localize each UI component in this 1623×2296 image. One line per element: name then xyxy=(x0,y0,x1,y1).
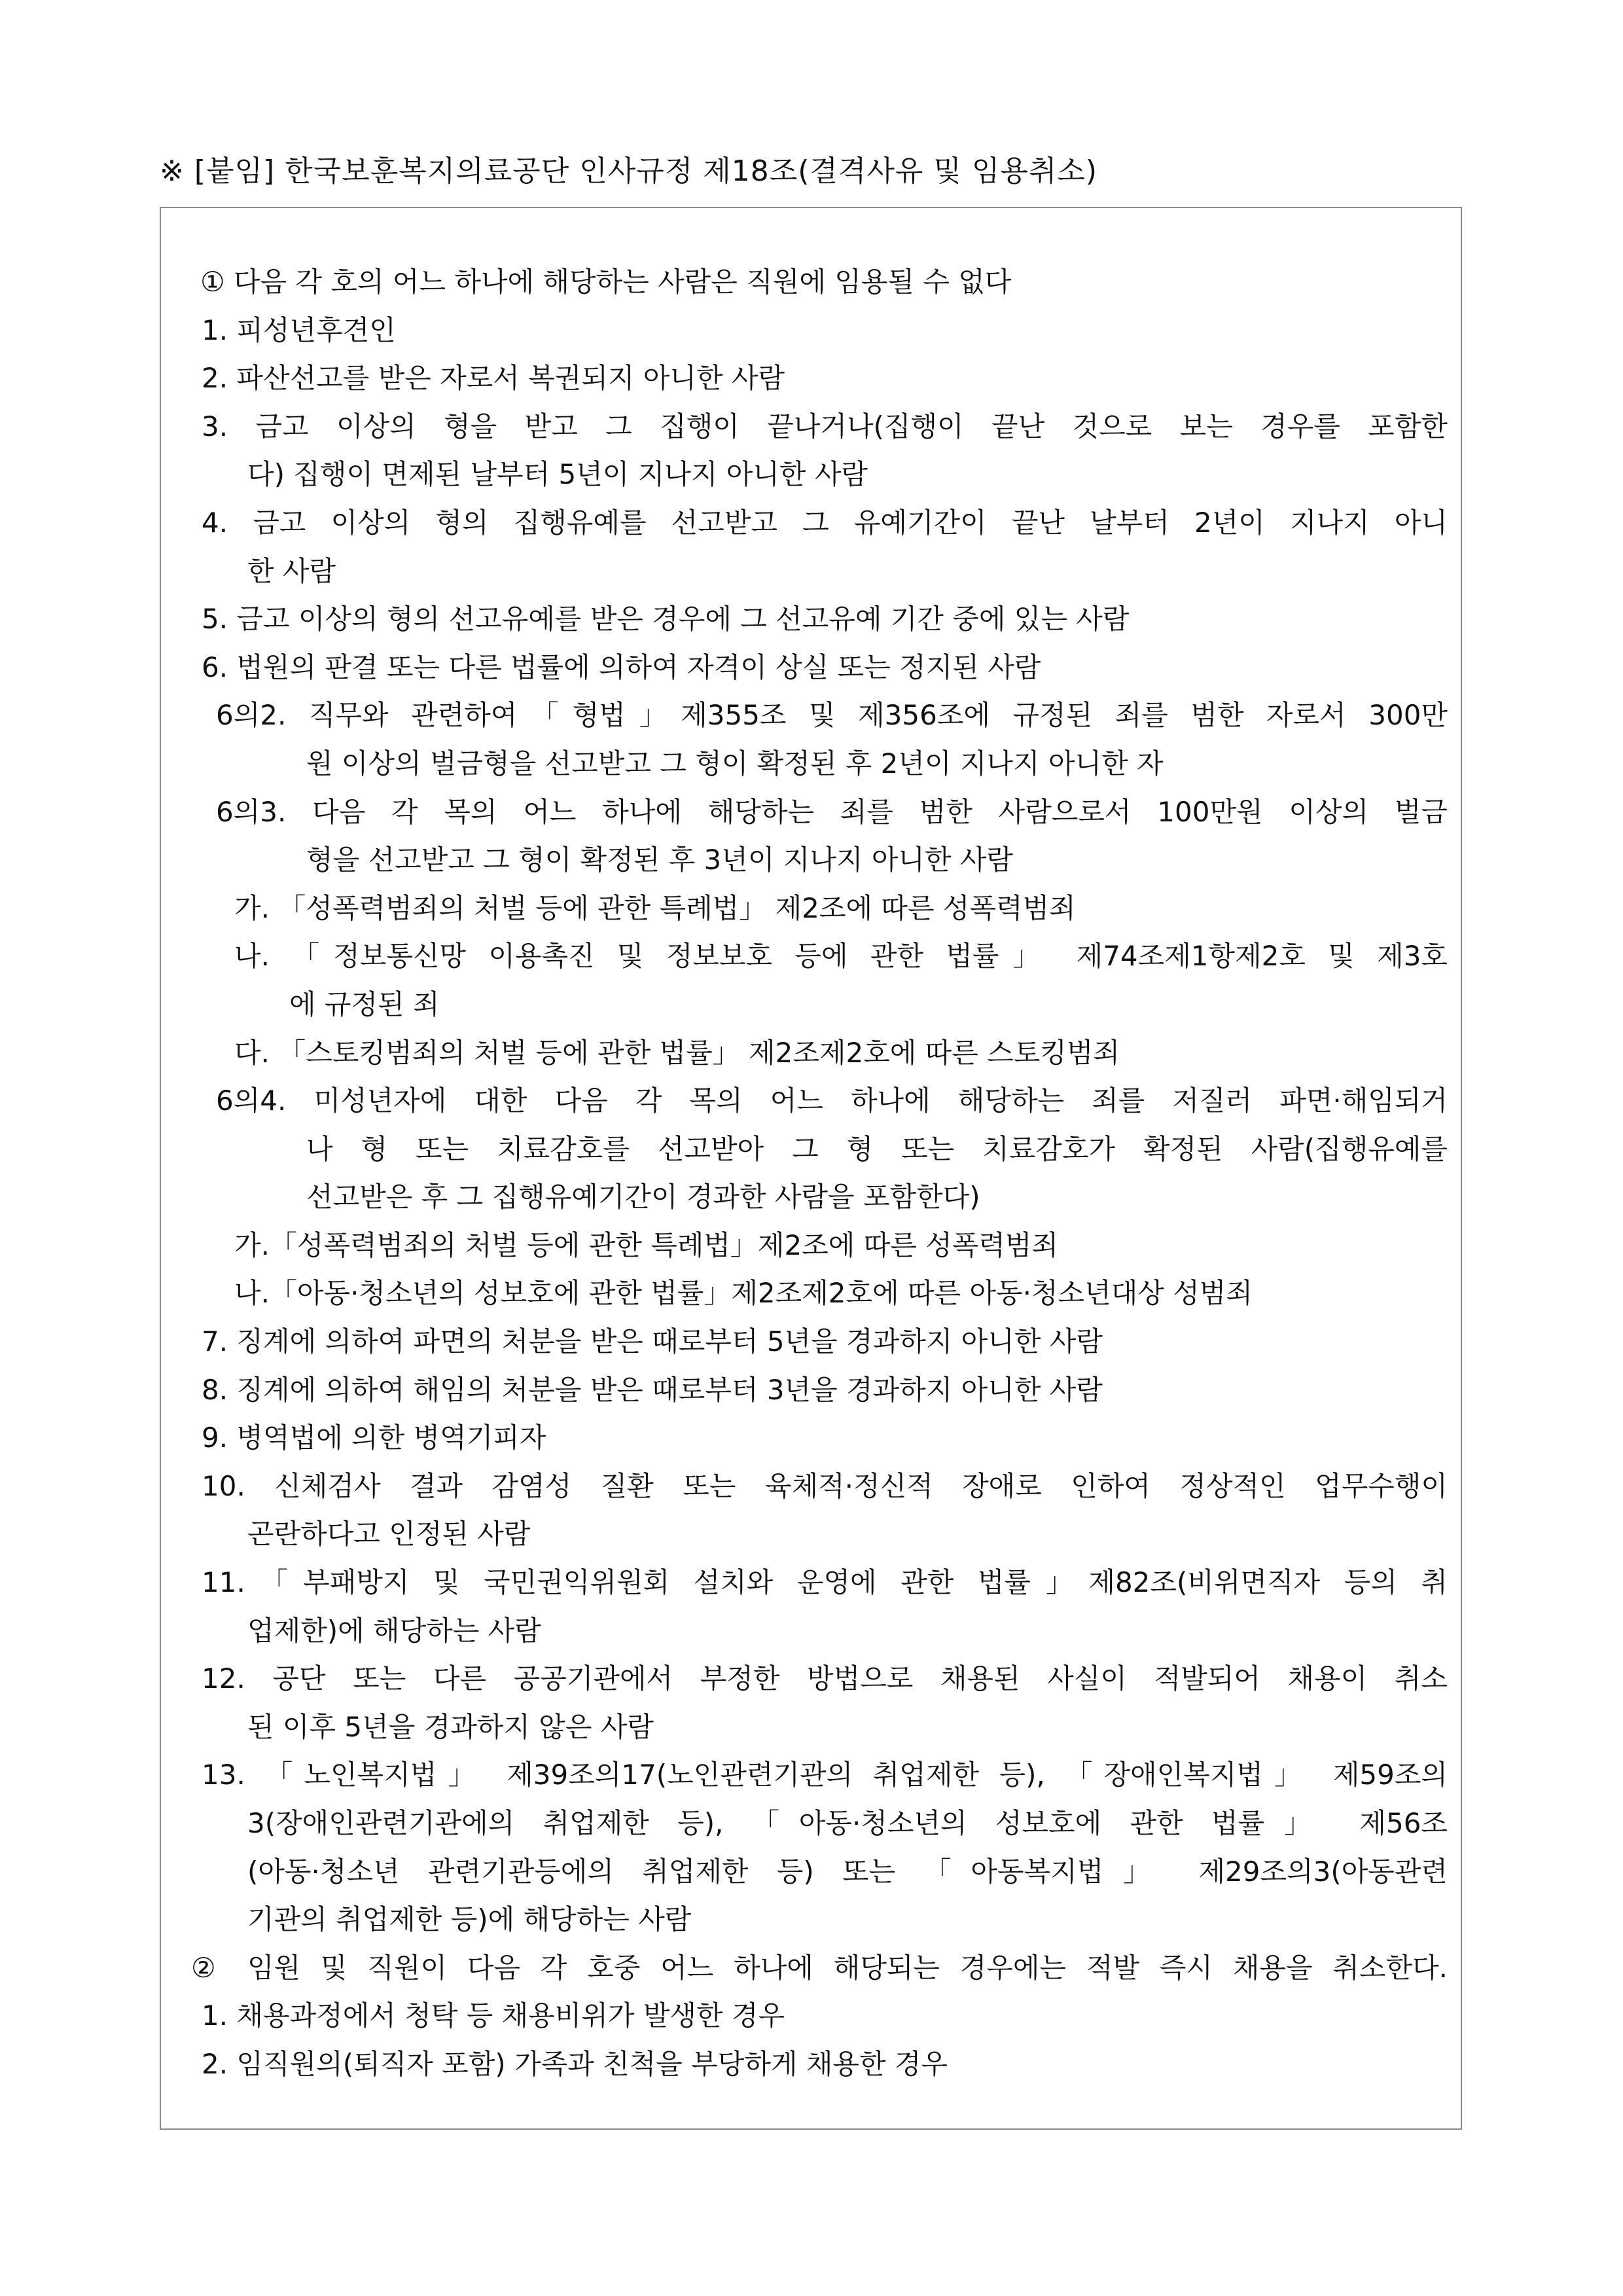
regulation-line xyxy=(161,691,1461,740)
regulation-line xyxy=(161,1655,1461,1703)
regulation-line xyxy=(161,1318,1461,1366)
regulation-line xyxy=(161,1703,1461,1751)
regulation-line-text: 2. 파산선고를 받은 자로서 복권되지 아니한 사람 xyxy=(202,362,785,395)
regulation-line-text: 8. 징계에 의하여 해임의 처분을 받은 때로부터 3년을 경과하지 아니한 사람 xyxy=(202,1373,1103,1406)
regulation-line-text: 다. 「스토킹범죄의 처벌 등에 관한 법률」 제2조제2호에 따른 스토킹범죄 xyxy=(234,1036,1120,1069)
regulation-line xyxy=(161,354,1461,403)
regulation-line-text: 1. 채용과정에서 청탁 등 채용비위가 발생한 경우 xyxy=(202,2000,785,2032)
regulation-line xyxy=(161,884,1461,933)
page-title: ※ [붙임] 한국보훈복지의료공단 인사규정 제18조(결격사유 및 임용취소) xyxy=(160,154,1098,188)
regulation-line xyxy=(161,1944,1461,1992)
regulation-line xyxy=(161,1221,1461,1270)
regulation-line xyxy=(161,1077,1461,1125)
regulation-line xyxy=(161,1029,1461,1077)
regulation-line xyxy=(161,1751,1461,1799)
regulation-line-text: 11.「부패방지 및 국민권익위원회 설치와 운영에 관한 법률」제82조(비위면직자 등의 취 xyxy=(202,1566,1448,1599)
regulation-line xyxy=(161,1510,1461,1558)
regulation-line xyxy=(161,1848,1461,1896)
regulation-line xyxy=(161,788,1461,836)
regulation-line xyxy=(161,1269,1461,1318)
regulation-line xyxy=(161,643,1461,692)
regulation-line-text: 선고받은 후 그 집행유예기간이 경과한 사람을 포함한다) xyxy=(306,1181,980,1213)
regulation-line xyxy=(161,836,1461,884)
regulation-line xyxy=(161,1125,1461,1174)
regulation-line xyxy=(161,403,1461,451)
regulation-line-text: (아동·청소년 관련기관등에의 취업제한 등) 또는 「아동복지법」 제29조의3(아동관련 xyxy=(247,1855,1448,1888)
regulation-line xyxy=(161,1895,1461,1944)
regulation-line xyxy=(161,306,1461,355)
regulation-line xyxy=(161,1799,1461,1848)
regulation-line xyxy=(161,1462,1461,1511)
regulation-line-text: 나. 「정보통신망 이용촉진 및 정보보호 등에 관한 법률」 제74조제1항제2호 및 제3호 xyxy=(234,940,1448,973)
regulation-line-text: 9. 병역법에 의한 병역기피자 xyxy=(202,1422,546,1454)
regulation-line-text: 5. 금고 이상의 형의 선고유예를 받은 경우에 그 선고유예 기간 중에 있는 사람 xyxy=(202,603,1130,636)
regulation-line-text: 13. 「노인복지법」 제39조의17(노인관련기관의 취업제한 등), 「장애인복지법」 제59조의 xyxy=(202,1759,1448,1791)
regulation-content xyxy=(161,258,1461,2089)
regulation-line-text: 10. 신체검사 결과 감염성 질환 또는 육체적·정신적 장애로 인하여 정상적인 업무수행이 xyxy=(202,1469,1448,1502)
regulation-line-text: 다) 집행이 면제된 날부터 5년이 지나지 아니한 사람 xyxy=(247,458,868,491)
regulation-line xyxy=(161,1607,1461,1655)
regulation-line-text: ① 다음 각 호의 어느 하나에 해당하는 사람은 직원에 임용될 수 없다 xyxy=(200,266,1012,298)
regulation-line-text: 기관의 취업제한 등)에 해당하는 사람 xyxy=(247,1903,692,1936)
regulation-line-text: 한 사람 xyxy=(247,554,336,587)
regulation-line-text: 6. 법원의 판결 또는 다른 법률에 의하여 자격이 상실 또는 정지된 사람 xyxy=(202,651,1041,683)
regulation-line-text: 12. 공단 또는 다른 공공기관에서 부정한 방법으로 채용된 사실이 적발되어 채용이 취소 xyxy=(202,1662,1448,1695)
regulation-line xyxy=(161,980,1461,1029)
regulation-line xyxy=(161,740,1461,788)
regulation-line xyxy=(161,547,1461,596)
regulation-line-text: 나.「아동·청소년의 성보호에 관한 법률」제2조제2호에 따른 아동·청소년대상 성범죄 xyxy=(234,1277,1253,1310)
regulation-line xyxy=(161,1558,1461,1607)
regulation-line-text: 된 이후 5년을 경과하지 않은 사람 xyxy=(247,1710,654,1743)
regulation-line-text: 7. 징계에 의하여 파면의 처분을 받은 때로부터 5년을 경과하지 아니한 사람 xyxy=(202,1325,1103,1358)
regulation-line-text: 6의4. 미성년자에 대한 다음 각 목의 어느 하나에 해당하는 죄를 저질러 파면·해임되거 xyxy=(216,1085,1448,1117)
regulation-line xyxy=(161,932,1461,980)
regulation-line xyxy=(161,450,1461,499)
regulation-box xyxy=(160,207,1462,2130)
regulation-line-text: 2. 임직원의(퇴직자 포함) 가족과 친척을 부당하게 채용한 경우 xyxy=(202,2047,948,2080)
regulation-line-text: 4. 금고 이상의 형의 집행유예를 선고받고 그 유예기간이 끝난 날부터 2년이 지나지 아니 xyxy=(202,506,1448,539)
regulation-line-text: 3. 금고 이상의 형을 받고 그 집행이 끝나거나(집행이 끝난 것으로 보는 경우를 포함한 xyxy=(202,410,1448,442)
regulation-line-text: 형을 선고받고 그 형이 확정된 후 3년이 지나지 아니한 사람 xyxy=(306,844,1014,876)
regulation-line xyxy=(161,2040,1461,2089)
regulation-line xyxy=(161,499,1461,547)
regulation-line-text: 3(장애인관련기관에의 취업제한 등), 「아동·청소년의 성보호에 관한 법률」 제56조 xyxy=(247,1807,1448,1839)
regulation-line-text: 나 형 또는 치료감호를 선고받아 그 형 또는 치료감호가 확정된 사람(집행유예를 xyxy=(306,1132,1448,1165)
regulation-line xyxy=(161,1992,1461,2040)
regulation-line-text: 에 규정된 죄 xyxy=(289,988,440,1020)
regulation-line-text: ② 임원 및 직원이 다음 각 호중 어느 하나에 해당되는 경우에는 적발 즉시 채용을 취소한다. xyxy=(191,1951,1448,1984)
regulation-line xyxy=(161,258,1461,306)
regulation-line xyxy=(161,1366,1461,1414)
regulation-line-text: 1. 피성년후견인 xyxy=(202,314,396,346)
regulation-line-text: 6의3. 다음 각 목의 어느 하나에 해당하는 죄를 범한 사람으로서 100만원 이상의 벌금 xyxy=(216,795,1448,828)
regulation-line-text: 업제한)에 해당하는 사람 xyxy=(247,1614,541,1647)
regulation-line-text: 곤란하다고 인정된 사람 xyxy=(247,1518,531,1551)
regulation-line xyxy=(161,1173,1461,1221)
regulation-line-text: 가. 「성폭력범죄의 처벌 등에 관한 특례법」 제2조에 따른 성폭력범죄 xyxy=(234,891,1076,924)
regulation-line-text: 6의2. 직무와 관련하여「형법」제355조 및 제356조에 규정된 죄를 범한 자로서 300만 xyxy=(216,699,1448,732)
regulation-line xyxy=(161,595,1461,643)
regulation-line-text: 원 이상의 벌금형을 선고받고 그 형이 확정된 후 2년이 지나지 아니한 자 xyxy=(306,747,1164,780)
regulation-line-text: 가.「성폭력범죄의 처벌 등에 관한 특례법」제2조에 따른 성폭력범죄 xyxy=(234,1229,1059,1261)
regulation-line xyxy=(161,1414,1461,1462)
